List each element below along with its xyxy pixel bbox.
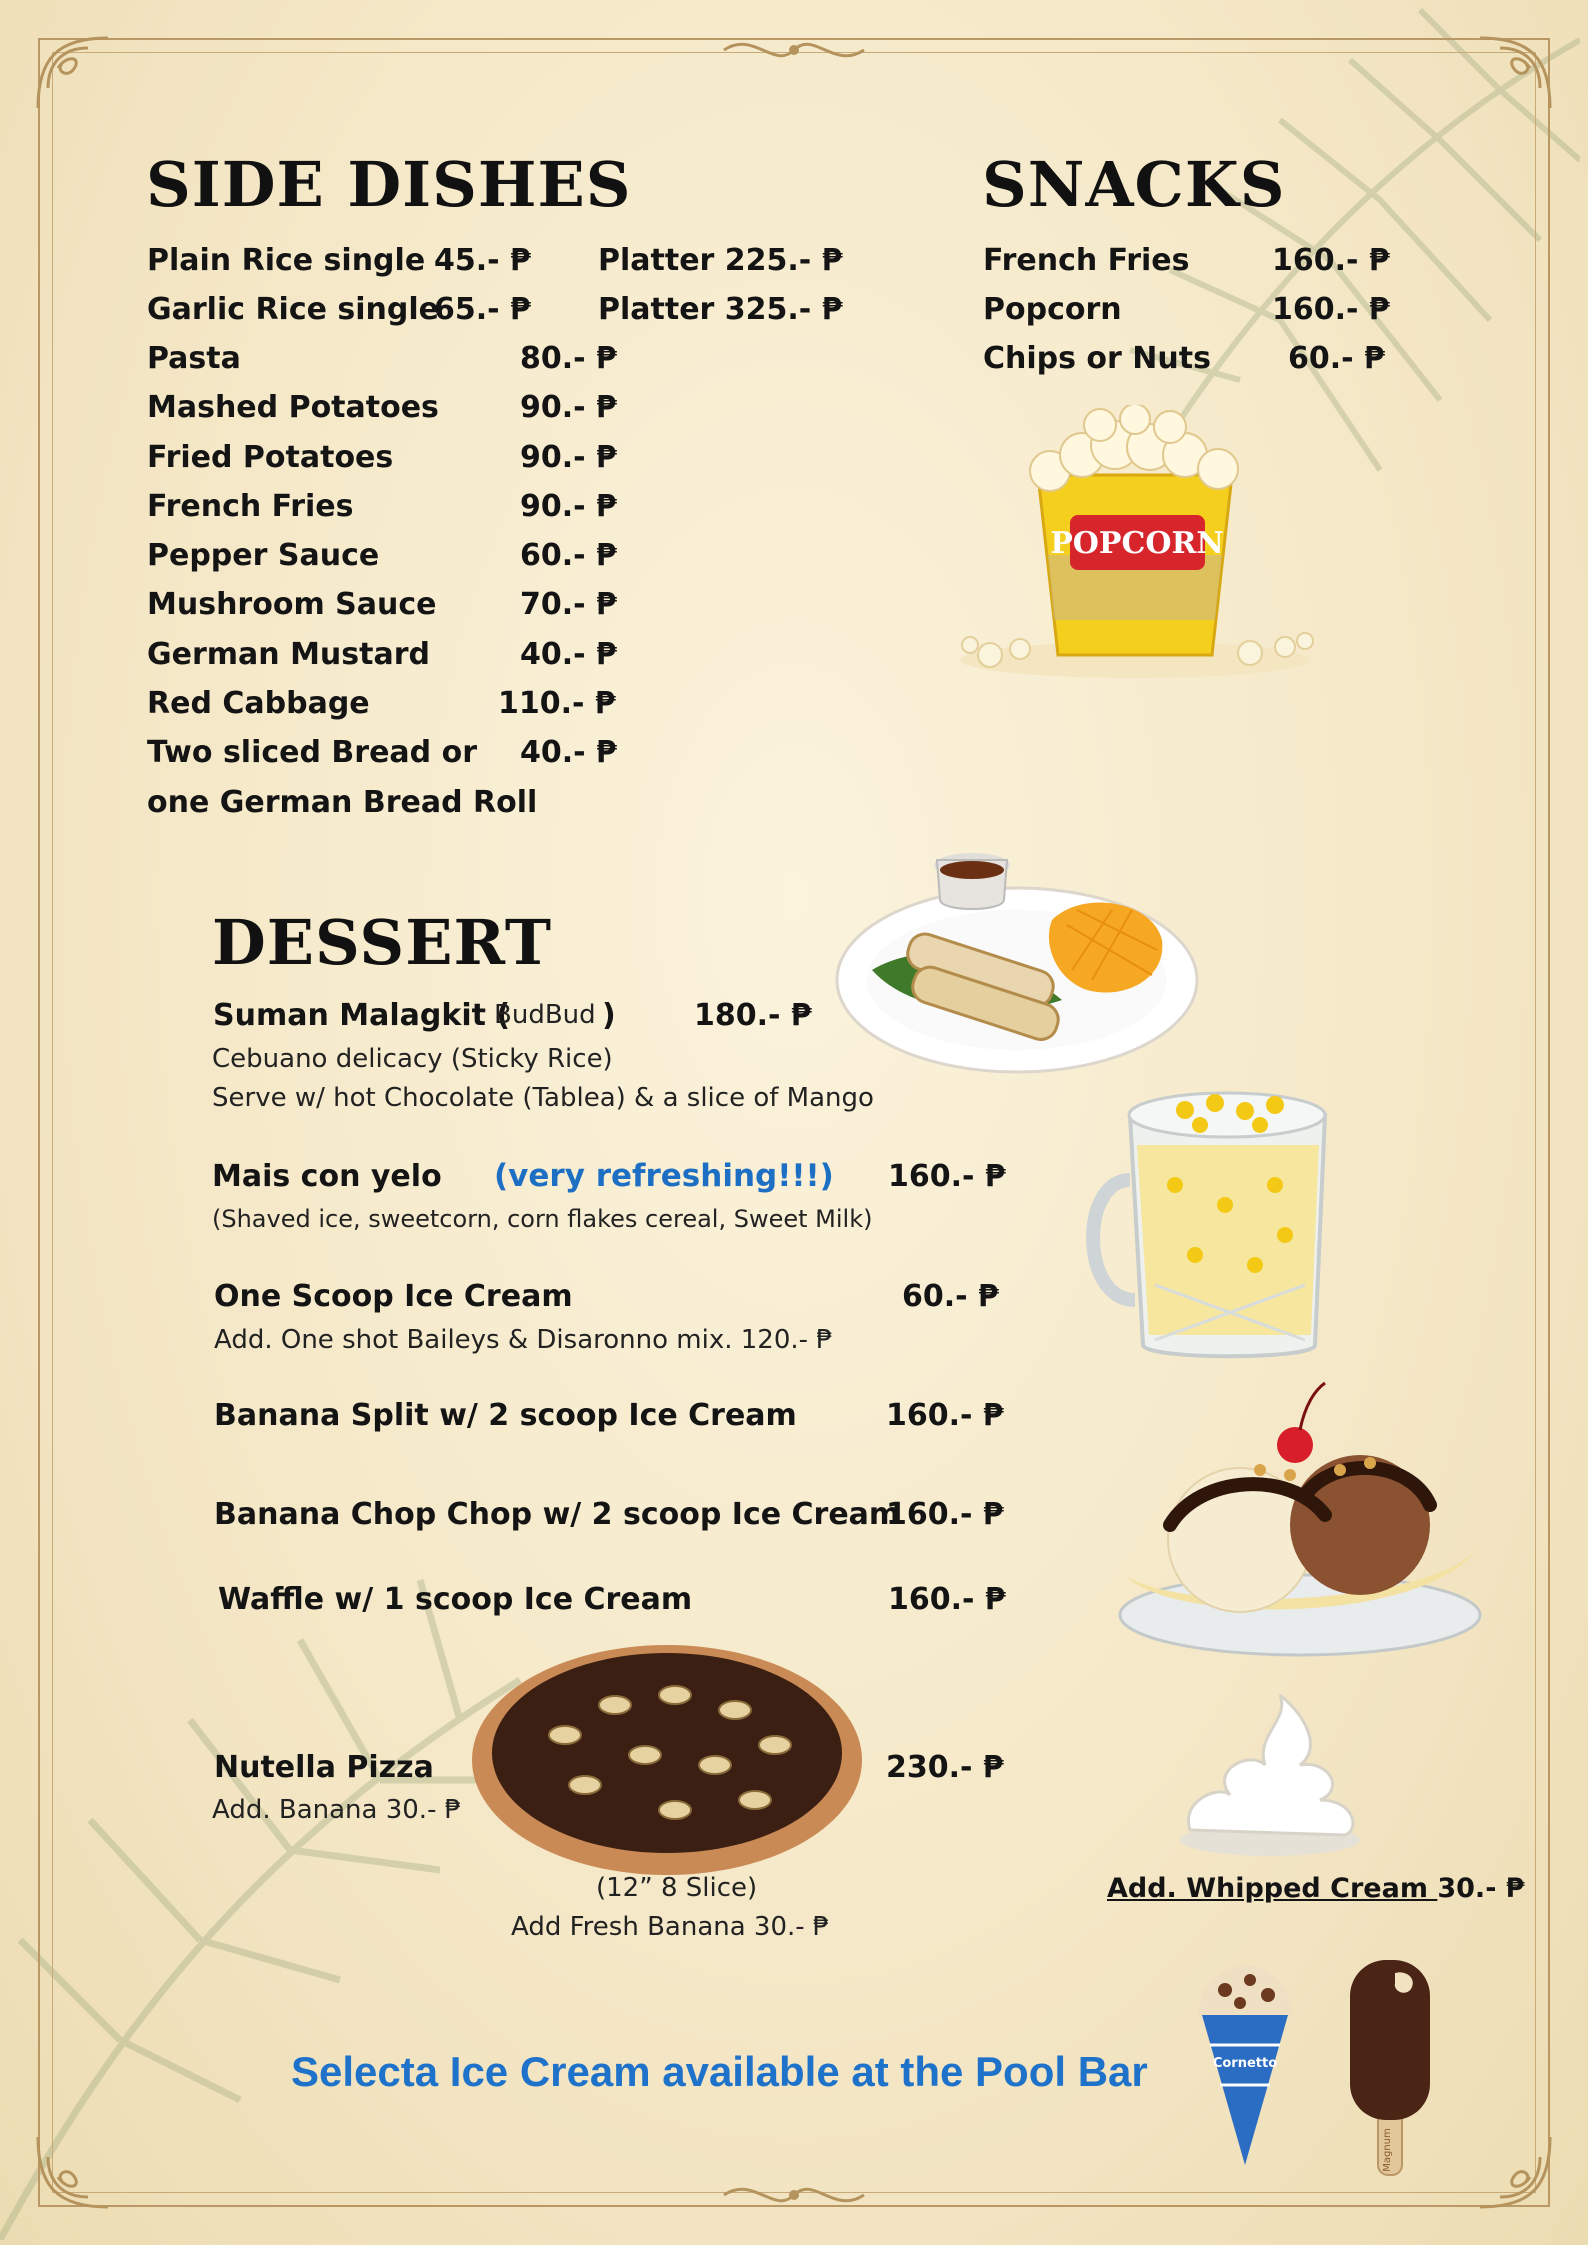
side-dishes-heading: SIDE DISHES xyxy=(146,148,632,221)
side-dish-name: Mushroom Sauce xyxy=(147,587,437,622)
dessert-heading: DESSERT xyxy=(212,906,553,979)
dessert-description: (Shaved ice, sweetcorn, corn flakes cereal, Sweet Milk) xyxy=(212,1205,873,1233)
side-dish-name: Fried Potatoes xyxy=(147,440,394,475)
ornament-corner-top-right xyxy=(1470,28,1560,118)
whipped-cream-image xyxy=(1170,1690,1370,1860)
side-dish-name: German Mustard xyxy=(147,637,430,672)
side-dish-platter-price: Platter 325.- ₱ xyxy=(598,292,843,327)
whipped-cream-label xyxy=(1107,1873,1525,1904)
dessert-price: 160.- ₱ xyxy=(888,1582,1006,1617)
dessert-price: 160.- ₱ xyxy=(886,1497,1004,1532)
suman-plate-image xyxy=(832,830,1202,1080)
dessert-price: 60.- ₱ xyxy=(902,1279,999,1314)
mais-con-yelo-glass-image xyxy=(1075,1085,1385,1370)
popcorn-bucket-label: POPCORN xyxy=(1050,526,1224,561)
dessert-price: 160.- ₱ xyxy=(888,1159,1006,1194)
snack-price: 160.- ₱ xyxy=(1272,243,1390,278)
dessert-name: Banana Chop Chop w/ 2 scoop Ice Cream xyxy=(214,1497,901,1532)
nutella-pizza-image xyxy=(465,1625,870,1880)
cornetto-cone-image xyxy=(1190,1955,1300,2170)
dessert-name: Banana Split w/ 2 scoop Ice Cream xyxy=(214,1398,797,1433)
side-dish-price: 80.- ₱ xyxy=(520,341,617,376)
side-dish-name: Garlic Rice single xyxy=(147,292,440,327)
side-dish-name: Two sliced Bread or xyxy=(147,735,477,770)
dessert-name: Suman Malagkit ( xyxy=(213,998,511,1033)
side-dish-price: 65.- ₱ xyxy=(434,292,531,327)
dessert-description: Serve w/ hot Chocolate (Tablea) & a slice of Mango xyxy=(212,1083,874,1113)
side-dish-price: 45.- ₱ xyxy=(434,243,531,278)
side-dish-price: 40.- ₱ xyxy=(520,735,617,770)
popcorn-bucket-image xyxy=(950,405,1320,685)
snack-price: 60.- ₱ xyxy=(1288,341,1385,376)
dessert-name-close: ) xyxy=(602,998,616,1033)
ornament-corner-top-left xyxy=(28,28,118,118)
dessert-description: Add. Banana 30.- ₱ xyxy=(212,1795,462,1825)
side-dish-price: 70.- ₱ xyxy=(520,587,617,622)
snack-name: Chips or Nuts xyxy=(983,341,1211,376)
side-dish-price: 40.- ₱ xyxy=(520,637,617,672)
pizza-add-banana-note: Add Fresh Banana 30.- ₱ xyxy=(511,1912,830,1942)
whipped-cream-label-text: Add. Whipped Cream xyxy=(1107,1873,1438,1904)
side-dish-name: Red Cabbage xyxy=(147,686,370,721)
side-dish-name: one German Bread Roll xyxy=(147,785,538,820)
dessert-name: Mais con yelo xyxy=(212,1159,442,1194)
side-dish-price: 60.- ₱ xyxy=(520,538,617,573)
ornament-bottom-center xyxy=(714,2175,874,2215)
magnum-label: Magnum xyxy=(1382,2128,1393,2172)
side-dish-price: 90.- ₱ xyxy=(520,489,617,524)
whipped-cream-price: 30.- ₱ xyxy=(1437,1873,1525,1904)
dessert-description: Cebuano delicacy (Sticky Rice) xyxy=(212,1044,613,1074)
side-dish-price: 110.- ₱ xyxy=(498,686,616,721)
dessert-price: 230.- ₱ xyxy=(886,1750,1004,1785)
snack-name: Popcorn xyxy=(983,292,1122,327)
magnum-stick-image xyxy=(1345,1955,1435,2180)
ornament-corner-bottom-right xyxy=(1470,2127,1560,2217)
dessert-description: Add. One shot Baileys & Disaronno mix. 120.- ₱ xyxy=(214,1325,833,1355)
cornetto-label: Cornetto xyxy=(1212,2056,1278,2071)
dessert-name: One Scoop Ice Cream xyxy=(214,1279,573,1314)
side-dish-name: Pepper Sauce xyxy=(147,538,380,573)
side-dish-platter-price: Platter 225.- ₱ xyxy=(598,243,843,278)
pizza-size-note: (12” 8 Slice) xyxy=(596,1873,758,1903)
snack-price: 160.- ₱ xyxy=(1272,292,1390,327)
snack-name: French Fries xyxy=(983,243,1190,278)
dessert-price: 180.- ₱ xyxy=(694,998,812,1033)
side-dish-name: Mashed Potatoes xyxy=(147,390,439,425)
side-dish-price: 90.- ₱ xyxy=(520,440,617,475)
dessert-name: Nutella Pizza xyxy=(214,1750,434,1785)
dessert-highlight-tag: (very refreshing!!!) xyxy=(494,1158,834,1194)
selecta-banner: Selecta Ice Cream available at the Pool Bar xyxy=(291,2048,1148,2095)
dessert-name: Waffle w/ 1 scoop Ice Cream xyxy=(218,1582,693,1617)
side-dish-price: 90.- ₱ xyxy=(520,390,617,425)
side-dish-name: French Fries xyxy=(147,489,354,524)
dessert-subname: BudBud xyxy=(494,1000,596,1030)
ornament-top-center xyxy=(714,30,874,70)
side-dish-name: Plain Rice single xyxy=(147,243,426,278)
dessert-price: 160.- ₱ xyxy=(886,1398,1004,1433)
banana-split-image xyxy=(1110,1375,1490,1675)
ornament-corner-bottom-left xyxy=(28,2127,118,2217)
snacks-heading: SNACKS xyxy=(982,148,1286,221)
side-dish-name: Pasta xyxy=(147,341,241,376)
